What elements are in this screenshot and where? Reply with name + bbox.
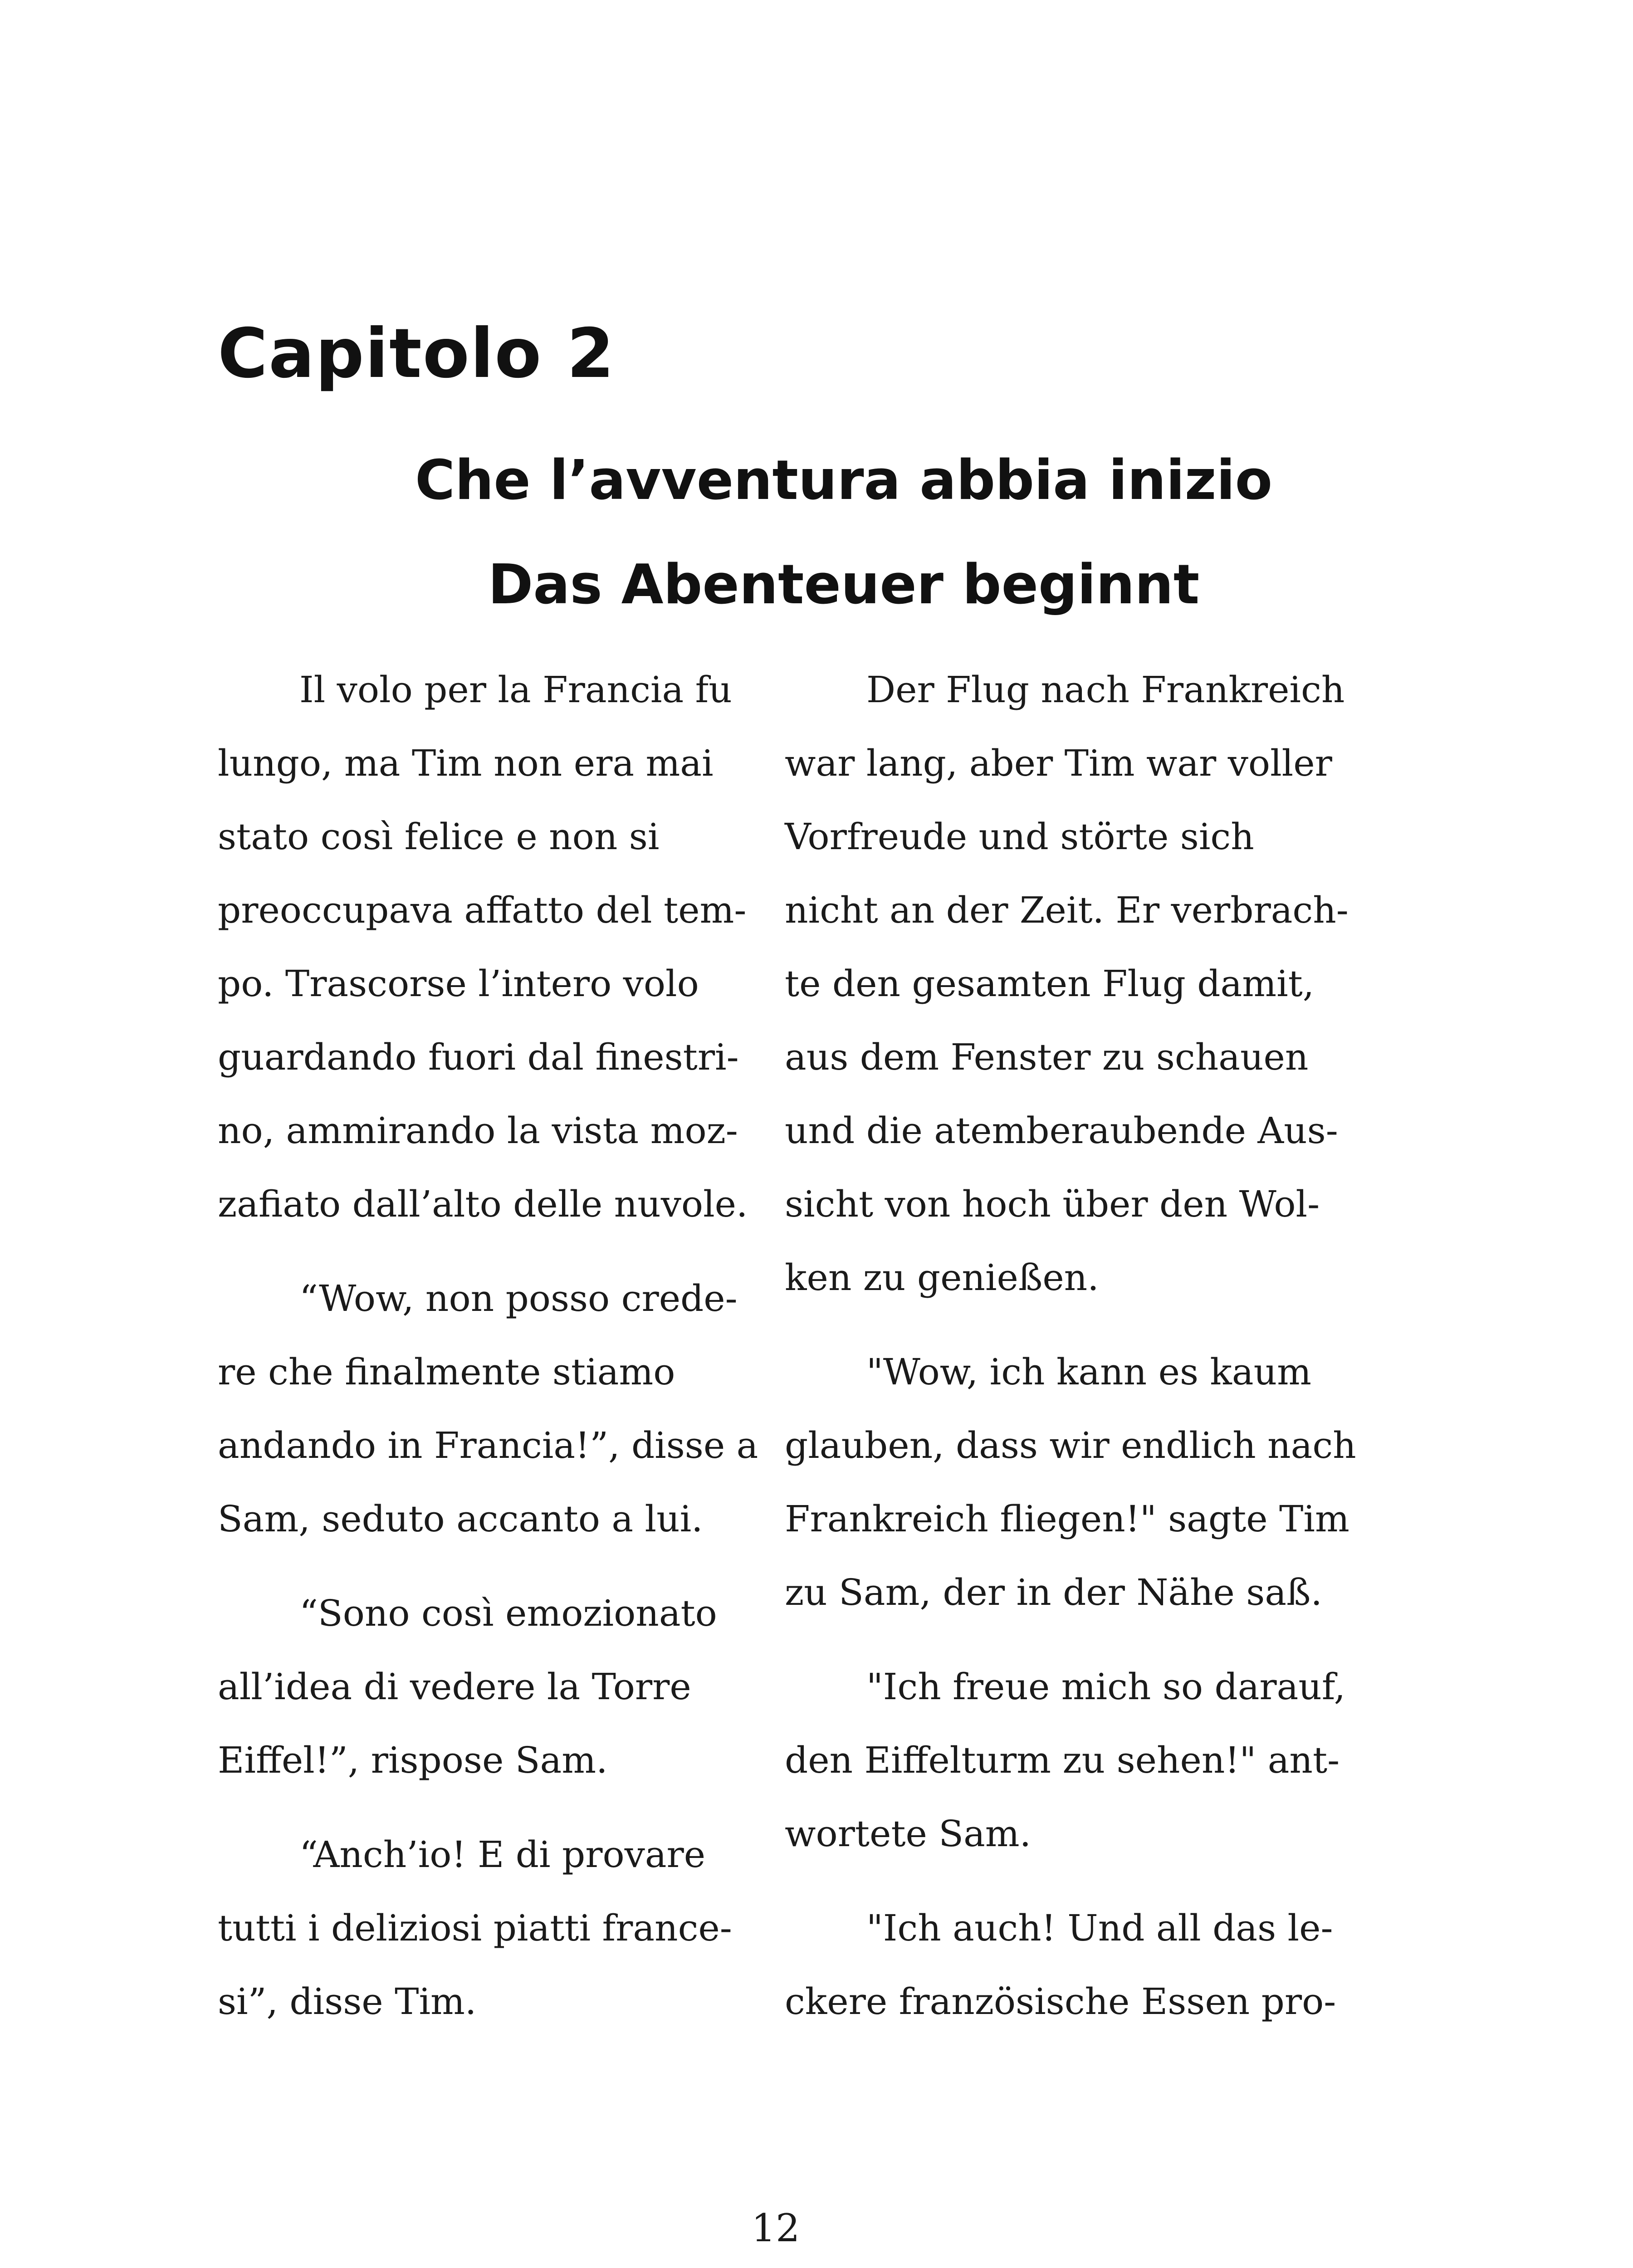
text-line: "Ich auch! Und all das le- [866,1907,1333,1949]
text-line: ckere französische Essen pro- [785,1980,1336,2023]
page-number: 12 [751,2206,800,2250]
text-line: stato così felice e non si [218,816,660,858]
text-line: te den gesamten Flug damit, [785,963,1315,1005]
text-line: preoccupava affatto del tem- [218,889,747,931]
german-paragraph [785,1892,1352,2038]
text-line: zafiato dall’alto delle nuvole. [218,1183,748,1225]
text-line: Der Flug nach Frankreich [866,669,1345,711]
italian-paragraph [218,1818,762,2038]
text-line: “Wow, non posso crede- [299,1277,738,1320]
text-line: aus dem Fenster zu schauen [785,1036,1309,1078]
text-line: glauben, dass wir endlich nach [785,1424,1356,1466]
text-line: "Wow, ich kann es kaum [866,1351,1311,1393]
text-line: nicht an der Zeit. Er verbrach- [785,889,1349,931]
text-line: den Eiffelturm zu sehen!" ant- [785,1739,1340,1781]
italian-paragraph [218,1262,762,1556]
text-line: re che finalmente stiamo [218,1351,675,1393]
text-line: zu Sam, der in der Nähe saß. [785,1571,1322,1613]
text-line: wortete Sam. [785,1813,1032,1855]
german-paragraph [785,1650,1352,1871]
text-line: lungo, ma Tim non era mai [218,742,714,784]
text-line: war lang, aber Tim war voller [785,742,1332,784]
text-line: Il volo per la Francia fu [299,669,732,711]
text-line: all’idea di vedere la Torre [218,1666,691,1708]
text-line: guardando fuori dal finestri- [218,1036,739,1078]
text-line: und die atemberaubende Aus- [785,1110,1338,1152]
chapter-title: Capitolo 2 [218,314,615,393]
text-line: “Anch’io! E di provare [299,1833,706,1876]
german-paragraph [785,1335,1356,1629]
text-line: no, ammirando la vista moz- [218,1110,738,1152]
text-line: Eiffel!”, rispose Sam. [218,1739,608,1781]
subtitle-german: Das Abenteuer beginnt [488,553,1200,616]
text-line: si”, disse Tim. [218,1980,477,2023]
text-line: Frankreich fliegen!" sagte Tim [785,1498,1349,1540]
text-line: “Sono così emozionato [299,1592,717,1634]
text-line: ken zu genießen. [785,1256,1099,1299]
text-line: po. Trascorse l’intero volo [218,963,699,1005]
italian-column [218,653,762,2059]
subtitle-italian: Che l’avventura abbia inizio [415,449,1273,512]
italian-paragraph [218,1577,762,1797]
text-line: tutti i deliziosi piatti france- [218,1907,732,1949]
italian-paragraph [218,653,762,1241]
text-line: sicht von hoch über den Wol- [785,1183,1320,1225]
text-line: "Ich freue mich so darauf, [866,1666,1346,1708]
german-column [785,653,1356,2059]
text-line: Sam, seduto accanto a lui. [218,1498,703,1540]
german-paragraph [785,653,1352,1315]
text-line: Vorfreude und störte sich [785,816,1254,858]
text-line: andando in Francia!”, disse a [218,1424,758,1466]
